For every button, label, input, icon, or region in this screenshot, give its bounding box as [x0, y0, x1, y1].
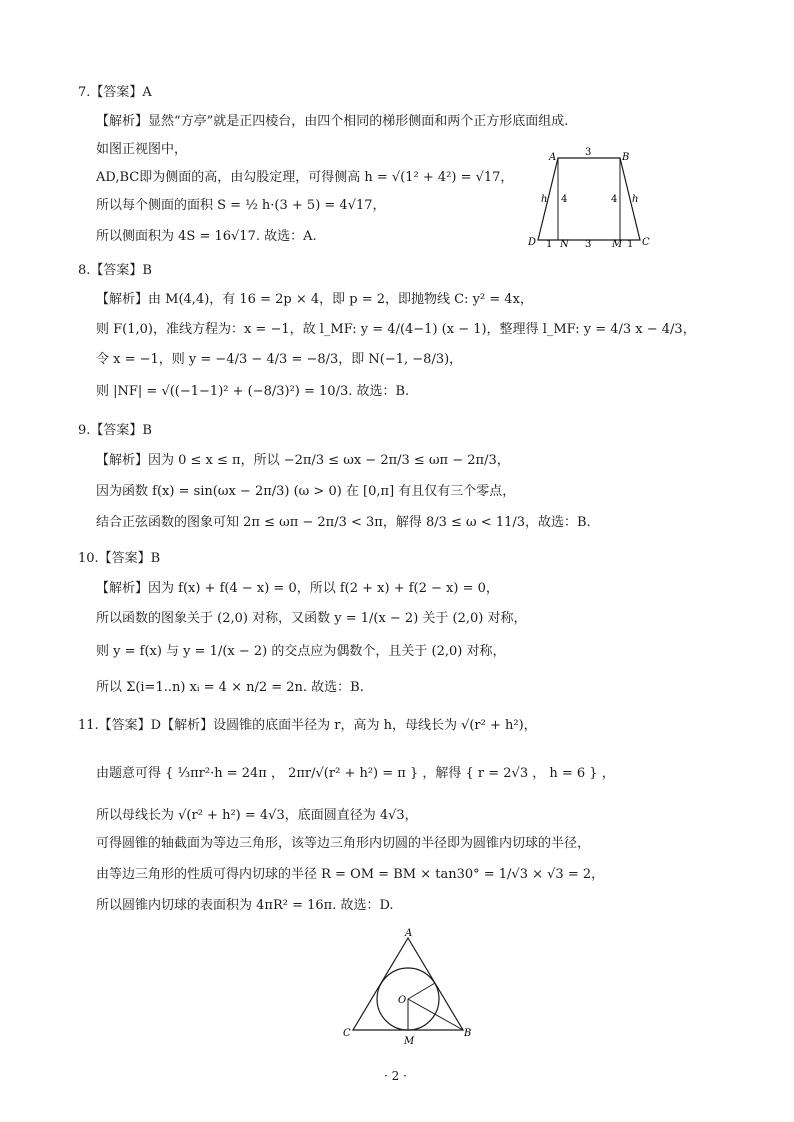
page-number: · 2 ·: [384, 1069, 407, 1083]
label-B: B: [622, 152, 630, 163]
q9-line-2: 因为函数 f(x) = sin(ωx − 2π/3) (ω > 0) 在 [0,π] 有且仅有三个零点，: [96, 484, 516, 499]
q8-line-2: 则 F(1,0)，准线方程为：x = −1，故 l_MF: y = 4/(4−1) (x − 1)，整理得 l_MF: y = 4/3 x − 4/3，: [96, 322, 696, 337]
q7-trapezoid-figure: [522, 146, 656, 250]
q7-line-2: 如图正视图中，: [96, 142, 188, 157]
q10-heading: 10.【答案】B: [78, 551, 161, 566]
q8-line-1: 【解析】由 M(4,4)，有 16 = 2p × 4，即 p = 2，即抛物线 C: y² = 4x，: [96, 292, 533, 307]
label-C: C: [642, 237, 650, 248]
label-C: C: [343, 1028, 351, 1039]
q9-line-1: 【解析】因为 0 ≤ x ≤ π，所以 −2π/3 ≤ ωx − 2π/3 ≤ ωπ − 2π/3，: [96, 453, 510, 468]
label-left-4: 4: [561, 194, 568, 205]
q11-heading: 11.【答案】D【解析】设圆锥的底面半径为 r，高为 h，母线长为 √(r² + h²)，: [78, 718, 537, 733]
q11-line-2: 所以母线长为 √(r² + h²) = 4√3，底面圆直径为 4√3，: [96, 808, 418, 823]
trapezoid-outline: [538, 158, 640, 240]
q7-line-3: AD,BC即为侧面的高，由勾股定理，可得侧高 h = √(1² + 4²) = √17，: [96, 170, 514, 185]
q11-line-3: 可得圆锥的轴截面为等边三角形，该等边三角形内切圆的半径即为圆锥内切球的半径，: [96, 836, 591, 851]
q7-line-5: 所以侧面积为 4S = 16√17. 故选：A.: [96, 229, 317, 244]
label-bottom-right-1: 1: [627, 239, 634, 250]
label-left-h: h: [541, 194, 548, 205]
label-bottom-3: 3: [585, 239, 592, 250]
label-M: M: [404, 1036, 415, 1046]
q7-heading: 7.【答案】A: [78, 85, 152, 100]
q9-heading: 9.【答案】B: [78, 423, 152, 438]
q8-line-4: 则 |NF| = √((−1−1)² + (−8/3)²) = 10/3. 故选：B.: [96, 384, 410, 399]
q11-line-1: 由题意可得 { ⅓πr²·h = 24π ， 2πr/√(r² + h²) = π } ，解得 { r = 2√3 ， h = 6 } ，: [96, 766, 615, 781]
q10-line-1: 【解析】因为 f(x) + f(4 − x) = 0，所以 f(2 + x) + f(2 − x) = 0，: [96, 581, 499, 596]
label-A: A: [405, 928, 413, 939]
q9-line-3: 结合正弦函数的图象可知 2π ≤ ωπ − 2π/3 < 3π，解得 8/3 ≤ ω < 11/3，故选：B.: [96, 515, 591, 530]
label-A: A: [549, 152, 557, 163]
label-N: N: [560, 239, 569, 250]
radius-to-tangent: [408, 983, 435, 999]
label-B: B: [464, 1028, 472, 1039]
q7-line-4: 所以每个侧面的面积 S = ½ h·(3 + 5) = 4√17，: [96, 198, 386, 213]
label-bottom-left-1: 1: [546, 239, 553, 250]
label-O: O: [398, 995, 407, 1006]
q11-line-5: 所以圆锥内切球的表面积为 4πR² = 16π. 故选：D.: [96, 898, 394, 913]
q10-line-3: 则 y = f(x) 与 y = 1/(x − 2) 的交点应为偶数个，且关于 (2,0) 对称，: [96, 644, 506, 659]
segment-OB: [408, 999, 463, 1030]
label-D: D: [528, 237, 537, 248]
q8-line-3: 令 x = −1，则 y = −4/3 − 4/3 = −8/3，即 N(−1, −8/3)，: [96, 352, 463, 367]
label-top-3: 3: [585, 147, 592, 158]
q8-heading: 8.【答案】B: [78, 263, 152, 278]
q7-line-1: 【解析】显然“方亭”就是正四棱台，由四个相同的梯形侧面和两个正方形底面组成.: [96, 114, 569, 129]
label-right-4: 4: [611, 194, 618, 205]
label-right-h: h: [632, 194, 639, 205]
q10-line-2: 所以函数的图象关于 (2,0) 对称，又函数 y = 1/(x − 2) 关于 (2,0) 对称，: [96, 611, 527, 626]
q10-line-4: 所以 Σ(i=1..n) xᵢ = 4 × n/2 = 2n. 故选：B.: [96, 680, 364, 695]
q11-line-4: 由等边三角形的性质可得内切球的半径 R = OM = BM × tan30° = 1/√3 × √3 = 2，: [96, 867, 605, 882]
label-M: M: [612, 239, 623, 250]
q11-cone-section-figure: [338, 928, 478, 1046]
